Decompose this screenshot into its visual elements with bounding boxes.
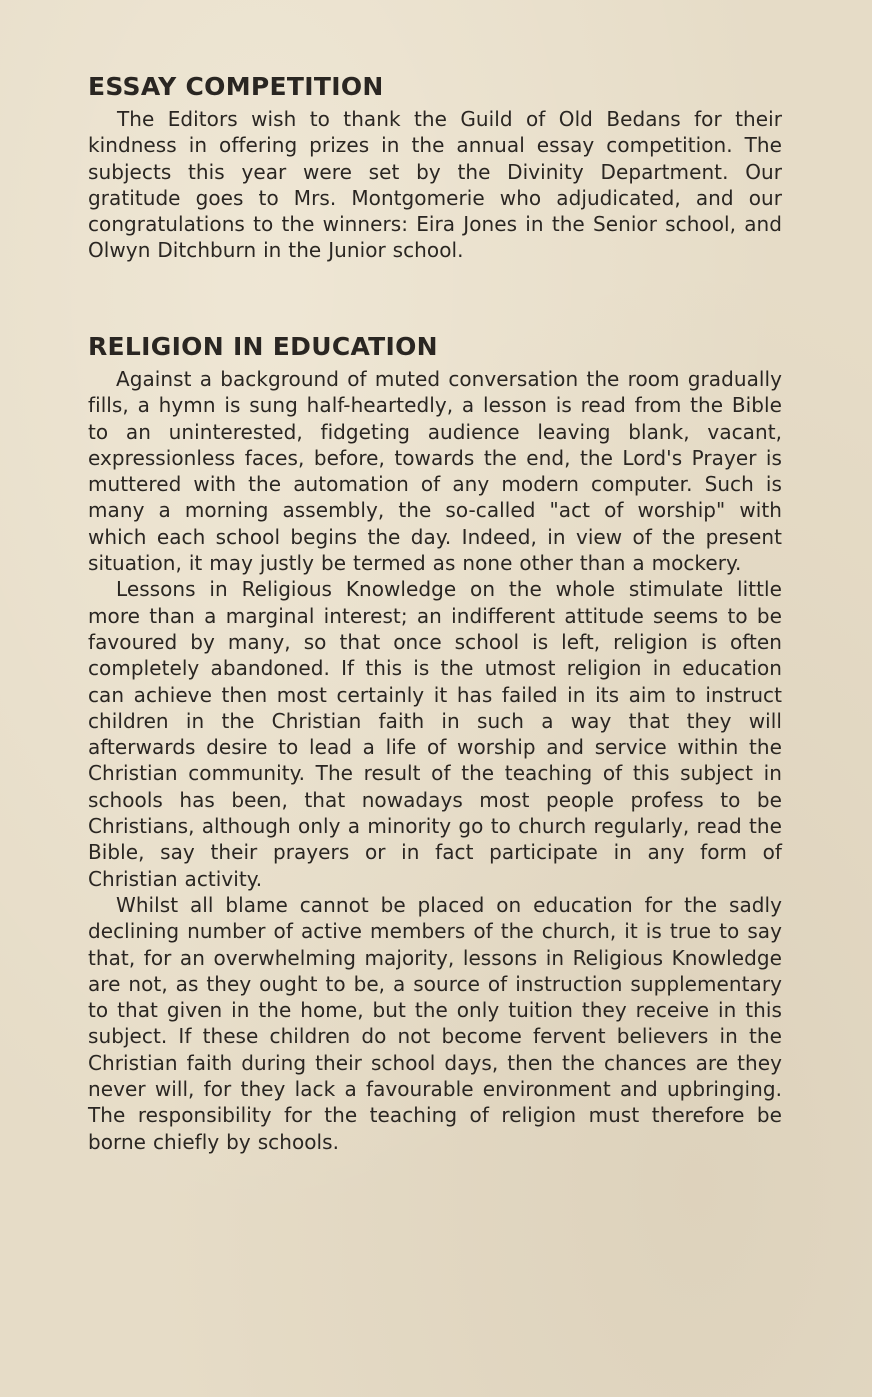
religion-paragraph-2: Lessons in Religious Knowledge on the whole stimulate little more than a marginal interest; an indifferent attitude seems to be favoured by many, so that once school is left, religion is often completely abandoned. If this is the utmost religion in education can achieve then most certainly it has failed in its aim to instruct children in the Christian faith in such a way that they will afterwards desire to lead a life of worship and service within the Christian community. The result of the teaching of this subject in schools has been, that nowadays most people profess to be Christians, although only a minority go to church regularly, read the Bible, say their prayers or in fact participate in any form of Christian activity. xyxy=(88,577,782,891)
religion-paragraph-1: Against a background of muted conversation the room gradually fills, a hymn is sung half-heartedly, a lesson is read from the Bible to an uninterested, fidgeting audience leaving blank, vacant, expressionless faces, before, towards the end, the Lord's Prayer is muttered with the automation of any modern computer. Such is many a morning assembly, the so-called "act of worship" with which each school begins the day. Indeed, in view of the present situation, it may justly be termed as none other than a mockery. xyxy=(88,367,782,576)
religion-paragraph-3: Whilst all blame cannot be placed on education for the sadly declining number of active members of the church, it is true to say that, for an overwhelming majority, lessons in Religious Knowledge are not, as they ought to be, a source of instruction supplementary to that given in the home, but the only tuition they receive in this subject. If these children do not become fervent believers in the Christian faith during their school days, then the chances are they never will, for they lack a favourable environment and upbringing. The responsibility for the teaching of religion must therefore be borne chiefly by schools. xyxy=(88,892,782,1154)
essay-competition-heading: ESSAY COMPETITION xyxy=(88,72,384,101)
essay-competition-paragraph: The Editors wish to thank the Guild of Old Bedans for their kindness in offering prizes in the annual essay competition. The subjects this year were set by the Divinity Department. Our gratitude goes to Mrs. Montgomerie who adjudicated, and our congratulations to the winners: Eira Jones in the Senior school, and Olwyn Ditchburn in the Junior school. xyxy=(88,107,782,263)
essay-competition-section xyxy=(88,70,782,264)
religion-in-education-heading: RELIGION IN EDUCATION xyxy=(88,332,438,361)
religion-in-education-section xyxy=(88,330,782,1155)
